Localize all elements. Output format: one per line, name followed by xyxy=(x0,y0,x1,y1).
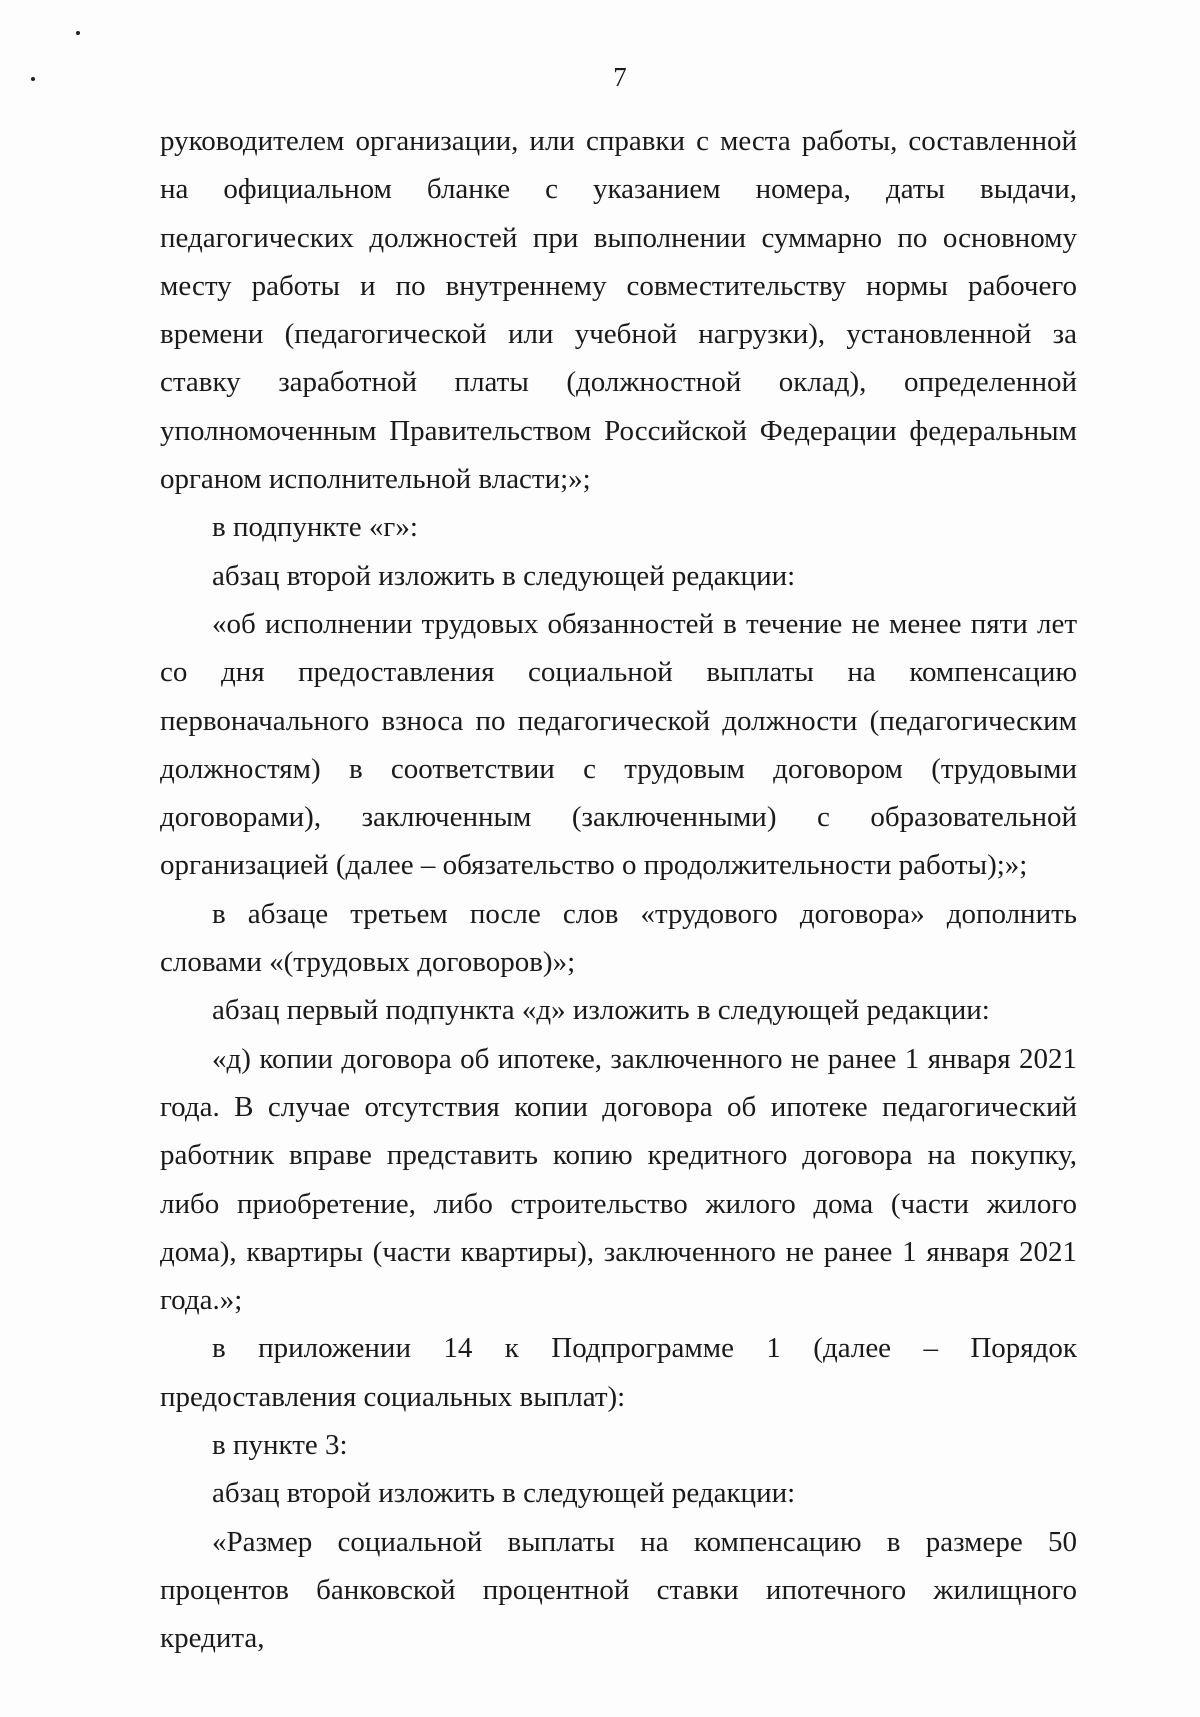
paragraph-9: в пункте 3: xyxy=(212,1429,348,1462)
paragraph-6: абзац первый подпункта «д» изложить в следующей редакции: xyxy=(212,994,990,1027)
paragraph-7: «д) копии договора об ипотеке, заключенного не ранее 1 января 2021 года. В случае отсутствия копии договора об ипотеке педагогический работник вправе представить копию кредитного договора на покупку, либо приобретение, либо строительство жилого дома (части жилого дома), квартиры (части квартиры), заключенного не ранее 1 января 2021 года.»; xyxy=(160,1042,1077,1317)
paragraph-4: «об исполнении трудовых обязанностей в течение не менее пяти лет со дня предоставления социальной выплаты на компенсацию первоначального взноса по педагогической должности (педагогическим должностям) в соответствии с трудовым договором (трудовыми договорами), заключенным (заключенными) с образовательной организацией (далее – обязательство о продолжительности работы);»; xyxy=(160,607,1077,882)
paragraph-11: «Размер социальной выплаты на компенсацию в размере 50 процентов банковской процентной ставки ипотечного жилищного кредита, xyxy=(160,1525,1077,1655)
document-body xyxy=(160,117,1077,1663)
paragraph-10: абзац второй изложить в следующей редакции: xyxy=(212,1477,796,1510)
scan-speck xyxy=(76,31,80,35)
paragraph-2: в подпункте «г»: xyxy=(212,511,418,544)
paragraph-5: в абзаце третьем после слов «трудового договора» дополнить словами «(трудовых договоров)»; xyxy=(160,897,1077,979)
page-number: 7 xyxy=(613,62,627,92)
paragraph-3: абзац второй изложить в следующей редакции: xyxy=(212,559,796,592)
paragraph-1: руководителем организации, или справки с места работы, составленной на официальном бланке с указанием номера, даты выдачи, педагогических должностей при выполнении суммарно по основному месту работы и по внутреннему совместительству нормы рабочего времени (педагогической или учебной нагрузки), установленной за ставку заработной платы (должностной оклад), определенной уполномоченным Правительством Российской Федерации федеральным органом исполнительной власти;»; xyxy=(160,125,1077,496)
paragraph-8: в приложении 14 к Подпрограмме 1 (далее – Порядок предоставления социальных выплат): xyxy=(160,1332,1077,1413)
